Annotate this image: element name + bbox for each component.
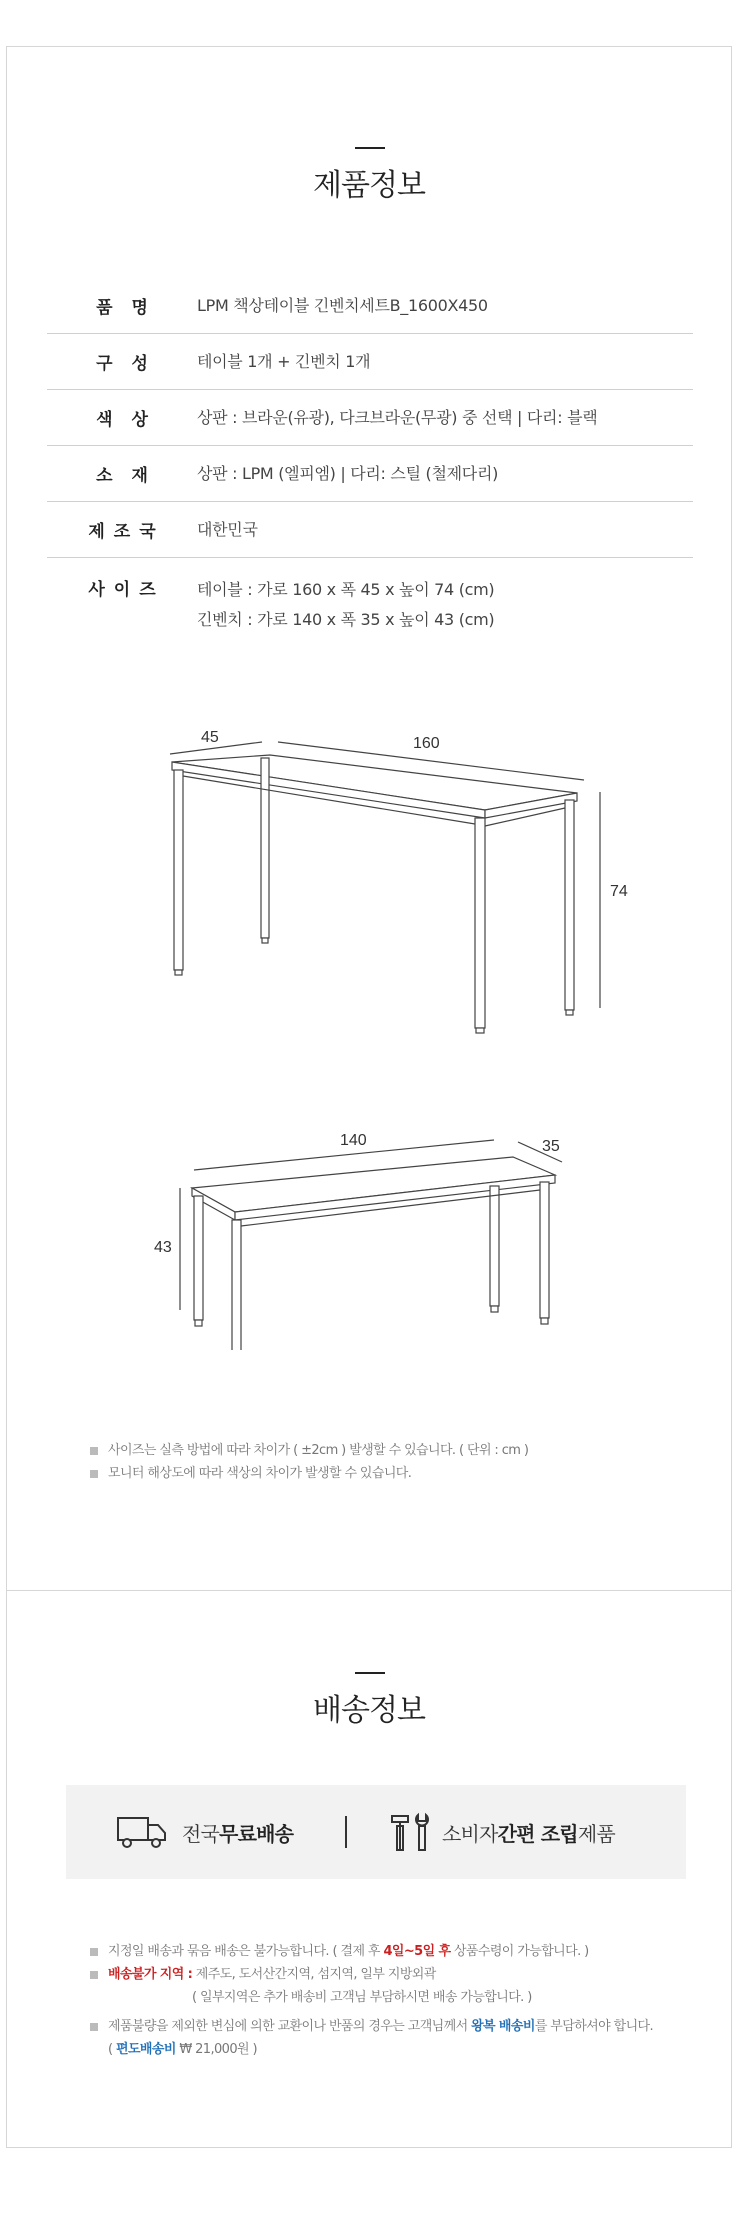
product-info-title: 제품정보 bbox=[313, 168, 425, 203]
spec-value: 상판 : 브라운(유광), 다크브라운(무광) 중 선택 | 다리: 블랙 bbox=[197, 407, 598, 427]
spec-value: 대한민국 bbox=[197, 519, 258, 539]
free-shipping-prefix: 전국 bbox=[182, 1821, 220, 1846]
shipping-notes bbox=[90, 1940, 653, 2061]
tools-icon bbox=[388, 1812, 430, 1852]
easy-assembly-prefix: 소비자 bbox=[442, 1821, 498, 1846]
table-diagram bbox=[0, 720, 738, 1040]
easy-assembly bbox=[388, 1785, 615, 1879]
note-item bbox=[90, 2038, 653, 2061]
truck-icon bbox=[116, 1815, 168, 1849]
section-bar bbox=[355, 147, 385, 149]
easy-assembly-bold: 간편 조립 bbox=[497, 1821, 578, 1846]
spec-row-name bbox=[47, 278, 693, 334]
free-shipping bbox=[116, 1785, 293, 1879]
round-trip-fee: 왕복 배송비 bbox=[471, 2019, 535, 2034]
spec-table bbox=[47, 278, 693, 635]
shipping-info-title: 배송정보 bbox=[313, 1693, 425, 1728]
note-text: 제주도, 도서산간지역, 섬지역, 일부 지방외곽 bbox=[192, 1967, 436, 1982]
easy-assembly-suffix: 제품 bbox=[577, 1821, 615, 1846]
shipping-banner bbox=[66, 1785, 686, 1879]
spec-label: 구성 bbox=[96, 354, 167, 374]
product-notes bbox=[90, 1439, 528, 1485]
bench-depth-label: 35 bbox=[542, 1138, 560, 1155]
section-divider bbox=[6, 1590, 732, 1591]
spec-label: 사이즈 bbox=[88, 580, 165, 600]
spec-row-color bbox=[47, 390, 693, 446]
spec-row-origin bbox=[47, 502, 693, 558]
spec-row-size bbox=[47, 558, 693, 635]
spec-value: 상판 : LPM (엘피엠) | 다리: 스틸 (철제다리) bbox=[197, 463, 499, 483]
one-way-fee: 편도배송비 bbox=[116, 2042, 176, 2057]
free-shipping-bold: 무료배송 bbox=[219, 1821, 294, 1846]
note-text: 제품불량을 제외한 변심에 의한 교환이나 반품의 경우는 고객님께서 bbox=[108, 2019, 472, 2034]
banner-separator bbox=[345, 1816, 347, 1848]
no-delivery-label: 배송불가 지역 : bbox=[108, 1967, 193, 1982]
spec-value: LPM 책상테이블 긴벤치세트B_1600X450 bbox=[197, 295, 488, 315]
table-depth-label: 45 bbox=[201, 729, 219, 746]
table-height-label: 74 bbox=[610, 883, 628, 900]
bench-height-label: 43 bbox=[154, 1239, 172, 1256]
note-item: 사이즈는 실측 방법에 따라 차이가 ( ±2cm ) 발생할 수 있습니다. ( 단위 : cm ) bbox=[90, 1439, 528, 1462]
note-text: 지정일 배송과 묶음 배송은 불가능합니다. ( 결제 후 bbox=[108, 1944, 384, 1959]
spec-value: 테이블 : 가로 160 x 폭 45 x 높이 74 (cm) bbox=[197, 580, 495, 599]
spec-value: 테이블 1개 + 긴벤치 1개 bbox=[197, 351, 371, 371]
spec-label: 품명 bbox=[96, 298, 167, 318]
section-bar bbox=[355, 1672, 385, 1674]
note-text: 상품수령이 가능합니다. ) bbox=[450, 1944, 589, 1959]
table-width-label: 160 bbox=[413, 735, 440, 752]
spec-label: 색상 bbox=[96, 410, 167, 430]
note-text: ( bbox=[108, 2042, 117, 2057]
spec-value: 긴벤치 : 가로 140 x 폭 35 x 높이 43 (cm) bbox=[197, 610, 495, 629]
note-item bbox=[90, 1963, 653, 1986]
spec-row-material bbox=[47, 446, 693, 502]
note-text: 를 부담하셔야 합니다. bbox=[534, 2019, 654, 2034]
spec-label: 소재 bbox=[96, 466, 167, 486]
bench-width-label: 140 bbox=[340, 1132, 367, 1149]
bench-diagram bbox=[0, 1120, 738, 1350]
note-text: ₩ 21,000원 ) bbox=[175, 2042, 257, 2057]
spec-label: 제조국 bbox=[88, 522, 165, 542]
spec-value-group bbox=[197, 575, 494, 635]
delivery-days: 4일~5일 후 bbox=[383, 1944, 451, 1959]
table-drawing bbox=[0, 720, 738, 1040]
note-item bbox=[90, 2015, 653, 2038]
spec-row-composition bbox=[47, 334, 693, 390]
bench-drawing bbox=[0, 1120, 738, 1350]
note-item bbox=[90, 1940, 653, 1963]
note-item: 모니터 해상도에 따라 색상의 차이가 발생할 수 있습니다. bbox=[90, 1462, 528, 1485]
note-item: ( 일부지역은 추가 배송비 고객님 부담하시면 배송 가능합니다. ) bbox=[192, 1990, 532, 2005]
